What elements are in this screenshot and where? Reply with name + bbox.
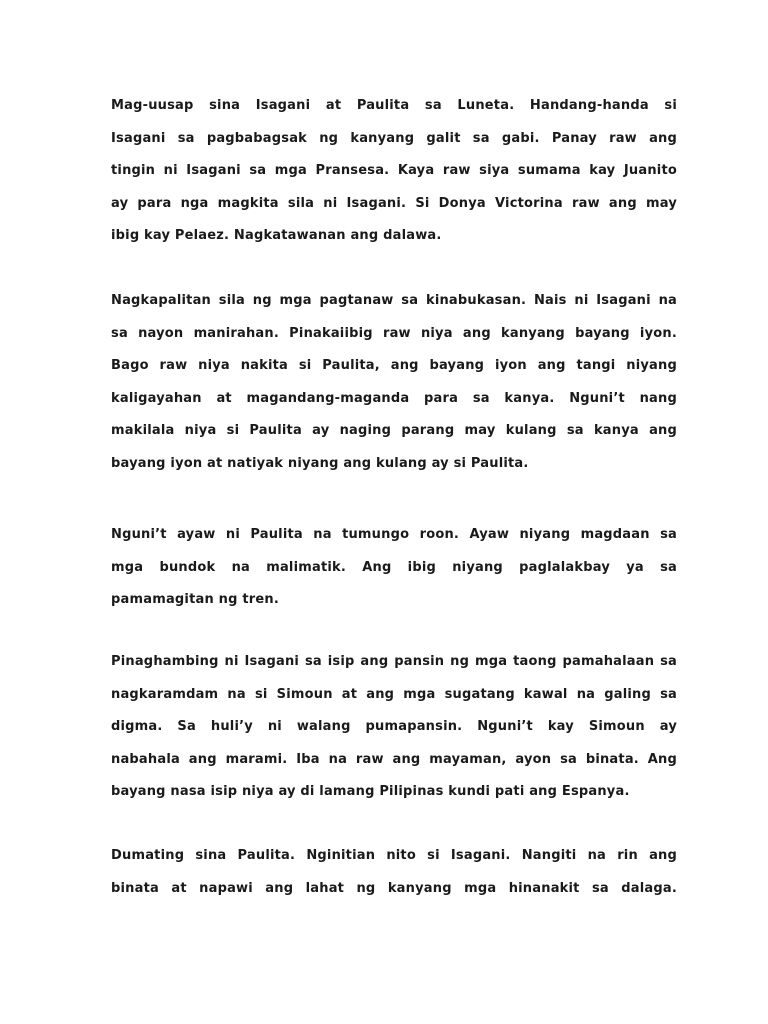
paragraph-line: bayang nasa isip niya ay di lamang Pilipinas kundi pati ang Espanya.: [111, 784, 630, 799]
paragraph-line: digma. Sa huli’y ni walang pumapansin. Nguni’t kay Simoun ay: [111, 719, 677, 734]
paragraph-line: bayang iyon at natiyak niyang ang kulang ay si Paulita.: [111, 455, 529, 471]
paragraph-line: Mag-uusap sina Isagani at Paulita sa Luneta. Handang-handa si: [111, 98, 677, 113]
paragraph-line: nabahala ang marami. Iba na raw ang mayaman, ayon sa binata. Ang: [111, 751, 677, 767]
paragraph-line: Isagani sa pagbabagsak ng kanyang galit sa gabi. Panay raw ang: [111, 130, 677, 146]
paragraph-line: ay para nga magkita sila ni Isagani. Si Donya Victorina raw ang may: [111, 195, 677, 211]
paragraph-line: nagkaramdam na si Simoun at ang mga sugatang kawal na galing sa: [111, 686, 677, 702]
paragraph-line: ibig kay Pelaez. Nagkatawanan ang dalawa.: [111, 228, 442, 243]
paragraph-line: tingin ni Isagani sa mga Pransesa. Kaya raw siya sumama kay Juanito: [111, 163, 677, 178]
paragraph-line: mga bundok na malimatik. Ang ibig niyang paglalakbay ya sa: [111, 559, 677, 575]
paragraph-4: [111, 646, 677, 809]
paragraph-line: Bago raw niya nakita si Paulita, ang bayang iyon ang tangi niyang: [111, 358, 677, 373]
paragraph-line: Pinaghambing ni Isagani sa isip ang pansin ng mga taong pamahalaan sa: [111, 654, 677, 669]
paragraph-line: sa nayon manirahan. Pinakaiibig raw niya ang kanyang bayang iyon.: [111, 325, 677, 341]
paragraph-5: [111, 840, 677, 905]
paragraph-line: Nguni’t ayaw ni Paulita na tumungo roon. Ayaw niyang magdaan sa: [111, 527, 677, 542]
paragraph-line: Dumating sina Paulita. Nginitian nito si Isagani. Nangiti na rin ang: [111, 848, 677, 863]
paragraph-line: pamamagitan ng tren.: [111, 592, 279, 607]
paragraph-line: binata at napawi ang lahat ng kanyang mga hinanakit sa dalaga.: [111, 880, 677, 896]
paragraph-line: Nagkapalitan sila ng mga pagtanaw sa kinabukasan. Nais ni Isagani na: [111, 293, 677, 308]
paragraph-1: [111, 90, 677, 253]
paragraph-2: [111, 285, 677, 480]
paragraph-line: makilala niya si Paulita ay naging parang may kulang sa kanya ang: [111, 423, 677, 438]
paragraph-line: kaligayahan at magandang-maganda para sa kanya. Nguni’t nang: [111, 390, 677, 406]
paragraph-3: [111, 519, 677, 617]
